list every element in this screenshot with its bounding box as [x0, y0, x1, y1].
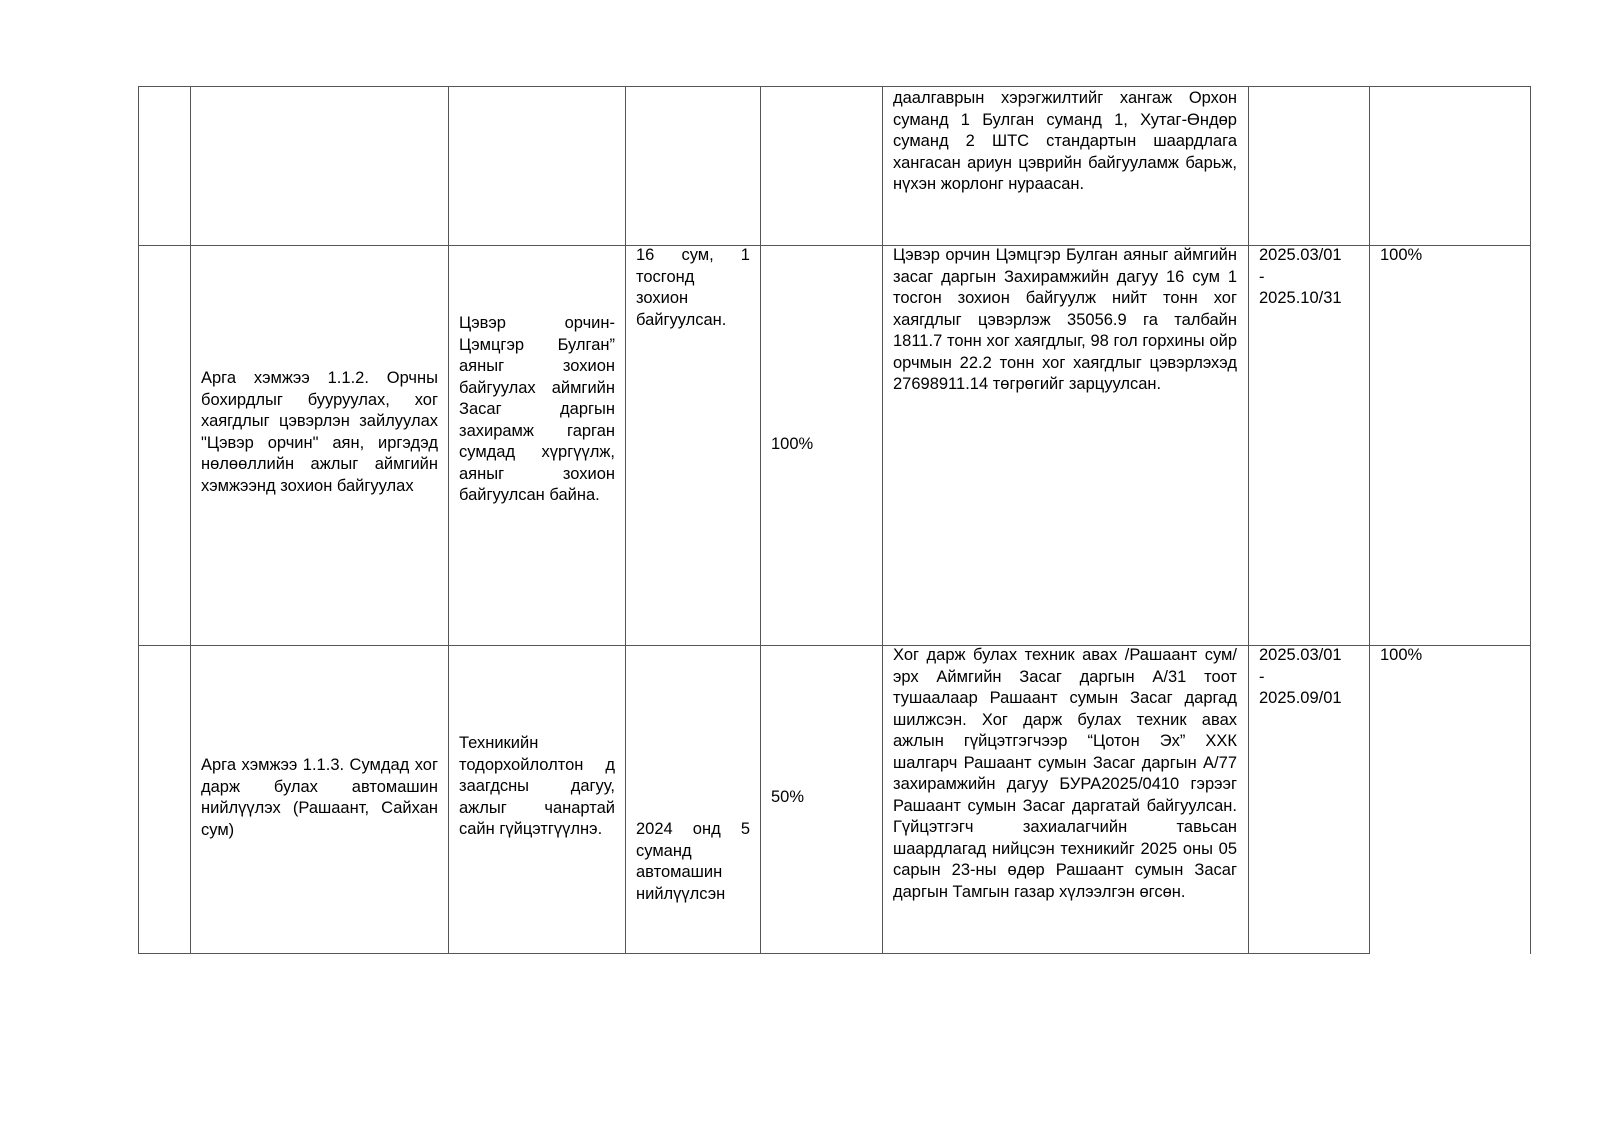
col-line-5	[882, 86, 883, 954]
col-line-8	[1530, 86, 1531, 954]
col-line-3	[625, 86, 626, 954]
row-2-report-text: Цэвэр орчин Цэмцгэр Булган аяныг аймгийн засаг даргын Захирамжийн дагуу 16 сум 1 тосгон зохион байгуулж нийт тонн хог хаягдлыг цэвэрлэж 35056.9 га талбайн 1811.7 тонн хог хаягдлыг, 98 гол горхины ойр орчмын 22.2 тонн хог хаягдлыг цэвэрлэхэд 27698911.14 төгрөгийг зарцуулсан.	[893, 246, 1237, 393]
row-1-report-text: даалгаврын хэрэгжилтийг хангаж Орхон суманд 1 Булган суманд 1, Хутаг-Өндөр суманд 2 ШТС стандартын шаардлага хангасан ариун цэврийн байгууламж барьж, нүхэн жорлонг нураасан.	[893, 89, 1237, 193]
row-2-target: 16 сум, 1 тосгонд зохион байгуулсан.	[636, 246, 750, 329]
row-2-period-sep: -	[1259, 267, 1265, 286]
row-3-period-start: 2025.03/01	[1259, 646, 1342, 664]
row-3-period	[1259, 645, 1364, 710]
col-line-2	[448, 86, 449, 954]
col-line-6	[1248, 86, 1249, 954]
row-3-activity: Арга хэмжээ 1.1.3. Сумдад хог дарж булах автомашин нийлүүлэх (Рашаант, Сайхан сум)	[201, 756, 438, 839]
row-2-activity: Арга хэмжээ 1.1.2. Орчны бохирдлыг бууруулах, хог хаягдлыг цэвэрлэн зайлуулах "Цэвэр орчин" аян, иргэдэд нөлөөллийн ажлыг аймгийн хэмжээнд зохион байгуулах	[201, 369, 438, 495]
row-2-period-end: 2025.10/31	[1259, 289, 1342, 307]
row-3-indicator: Техникийн тодорхойлолтон д заагдсны дагуу, ажлыг чанартай сайн гүйцэтгүүлнэ.	[459, 734, 615, 838]
table-border-top	[138, 86, 1530, 87]
row-3-evaluation: 100%	[1380, 646, 1423, 664]
row-2-progress: 100%	[771, 435, 814, 453]
row-3-progress: 50%	[771, 788, 805, 806]
row-2-indicator: Цэвэр орчин-Цэмцгэр Булган” аяныг зохион байгуулах аймгийн Засаг даргын захирамж гарган сумдад хүргүүлж, аяныг зохион байгуулсан байна.	[459, 314, 615, 504]
row-3-report-text: Хог дарж булах техник авах /Рашаант сум/ эрх Аймгийн Засаг даргын А/31 тоот тушаалаар Рашаант сумын Засаг даргад шилжсэн. Хог дарж булах техник авах ажлын гүйцэтгэгчээр “Цотон Эх” ХХК шалгарч Рашаант сумын Засаг даргын А/77 захирамжийн дагуу БУРА2025/0410 гэрээг Рашаант сумын Засаг даргатай байгуулсан. Гүйцэтгэгч захиалагчийн тавьсан шаардлагад нийцсэн техникийг 2025 оны 05 сарын 23-ны өдөр Рашаант сумын Засаг даргын Тамгын газар хүлээлгэн өгсөн.	[893, 646, 1237, 901]
row-3-target: 2024 онд 5 суманд автомашин нийлүүлсэн	[636, 820, 750, 903]
row-3-period-end: 2025.09/01	[1259, 689, 1342, 707]
table-border-bottom	[138, 953, 1369, 954]
row-2-evaluation: 100%	[1380, 246, 1423, 264]
row-2-period	[1259, 245, 1364, 310]
col-line-4	[760, 86, 761, 954]
col-line-7	[1369, 86, 1370, 954]
col-line-1	[190, 86, 191, 954]
row-3-period-sep: -	[1259, 667, 1265, 686]
row-2-period-start: 2025.03/01	[1259, 246, 1342, 264]
col-line-0	[138, 86, 139, 954]
